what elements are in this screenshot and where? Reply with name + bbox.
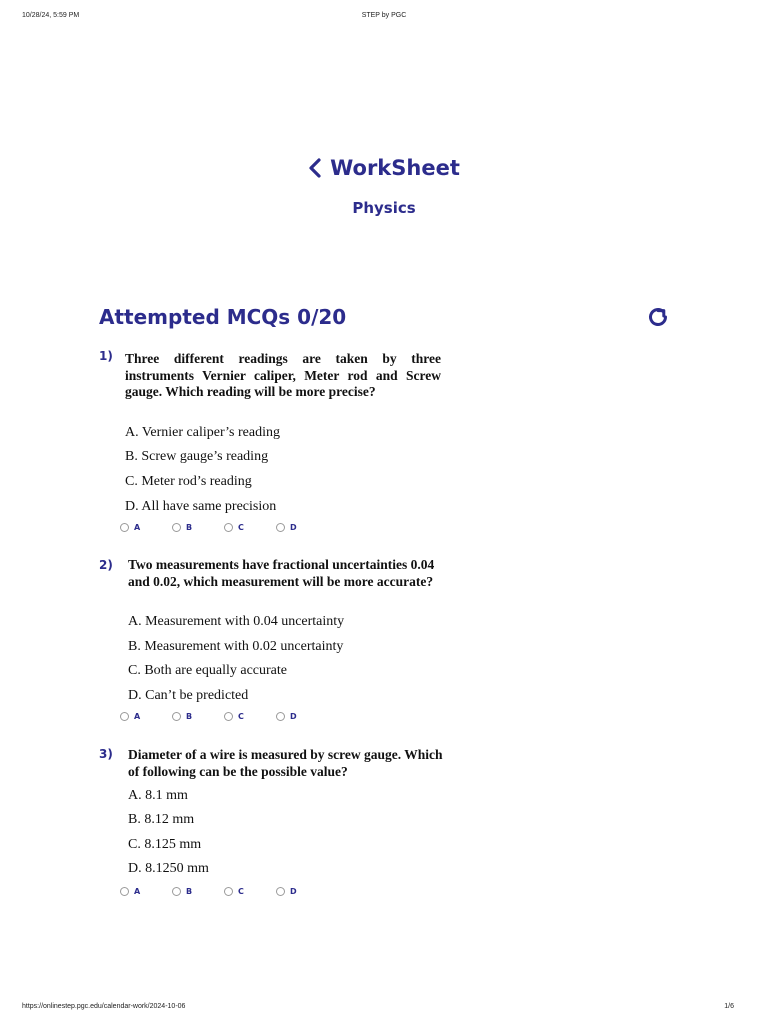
- page-header: [0, 156, 768, 180]
- radio-circle: [276, 887, 285, 896]
- choice-a-radio[interactable]: [120, 523, 172, 532]
- print-url: https://onlinestep.pgc.edu/calendar-work/2024-10-06: [22, 1003, 186, 1010]
- subject-title: Physics: [352, 199, 416, 217]
- choice-c-radio[interactable]: [224, 887, 276, 896]
- question-option: C. 8.125 mm: [128, 837, 202, 852]
- answer-choices: [120, 712, 328, 721]
- radio-circle: [276, 712, 285, 721]
- print-datetime: 10/28/24, 5:59 PM: [22, 12, 80, 19]
- choice-label: B: [186, 523, 193, 532]
- back-button[interactable]: [308, 158, 322, 178]
- radio-circle: [120, 887, 129, 896]
- radio-circle: [172, 523, 181, 532]
- question-option: D. All have same precision: [125, 499, 277, 514]
- question-text: Two measurements have fractional uncertainties 0.04 and 0.02, which measurement will be more accurate?: [128, 557, 435, 589]
- choice-label: D: [290, 523, 297, 532]
- choice-label: B: [186, 712, 193, 721]
- print-page-number: 1/6: [724, 1003, 734, 1010]
- radio-circle: [172, 712, 181, 721]
- choice-c-radio[interactable]: [224, 523, 276, 532]
- question-option: C. Meter rod’s reading: [125, 474, 252, 489]
- question-option: B. Screw gauge’s reading: [125, 449, 269, 464]
- answer-choices: [120, 887, 328, 896]
- question-option: D. 8.1250 mm: [128, 861, 209, 876]
- question-text: Three different readings are taken by three instruments Vernier caliper, Meter rod and Screw gauge. Which reading will be more precise?: [125, 351, 441, 400]
- question-option: B. 8.12 mm: [128, 812, 195, 827]
- question-option: C. Both are equally accurate: [128, 663, 287, 678]
- choice-label: A: [134, 523, 141, 532]
- radio-circle: [120, 523, 129, 532]
- radio-circle: [224, 712, 233, 721]
- choice-label: C: [238, 523, 244, 532]
- print-doc-title: STEP by PGC: [361, 12, 407, 19]
- choice-label: D: [290, 887, 297, 896]
- choice-c-radio[interactable]: [224, 712, 276, 721]
- choice-d-radio[interactable]: [276, 887, 328, 896]
- radio-circle: [276, 523, 285, 532]
- question-number: 3): [99, 747, 113, 761]
- radio-circle: [120, 712, 129, 721]
- question-option: B. Measurement with 0.02 uncertainty: [128, 639, 344, 654]
- question-number: 1): [99, 349, 113, 363]
- question-option: A. Vernier caliper’s reading: [125, 425, 280, 440]
- page-title: WorkSheet: [330, 156, 460, 180]
- radio-circle: [224, 887, 233, 896]
- question-option: A. Measurement with 0.04 uncertainty: [128, 614, 345, 629]
- choice-label: A: [134, 887, 141, 896]
- choice-b-radio[interactable]: [172, 523, 224, 532]
- choice-label: C: [238, 712, 244, 721]
- refresh-button[interactable]: [646, 305, 670, 329]
- question-option: D. Can’t be predicted: [128, 688, 249, 703]
- question-text: Diameter of a wire is measured by screw gauge. Which of following can be the possible value?: [128, 747, 443, 779]
- question-option: A. 8.1 mm: [128, 788, 188, 803]
- choice-label: B: [186, 887, 193, 896]
- choice-b-radio[interactable]: [172, 712, 224, 721]
- choice-a-radio[interactable]: [120, 712, 172, 721]
- radio-circle: [224, 523, 233, 532]
- choice-label: A: [134, 712, 141, 721]
- refresh-icon: [646, 305, 670, 329]
- choice-label: C: [238, 887, 244, 896]
- choice-d-radio[interactable]: [276, 712, 328, 721]
- chevron-left-icon: [308, 158, 322, 178]
- choice-a-radio[interactable]: [120, 887, 172, 896]
- radio-circle: [172, 887, 181, 896]
- choice-label: D: [290, 712, 297, 721]
- answer-choices: [120, 523, 328, 532]
- attempted-count: Attempted MCQs 0/20: [99, 305, 347, 329]
- choice-d-radio[interactable]: [276, 523, 328, 532]
- question-number: 2): [99, 558, 113, 572]
- choice-b-radio[interactable]: [172, 887, 224, 896]
